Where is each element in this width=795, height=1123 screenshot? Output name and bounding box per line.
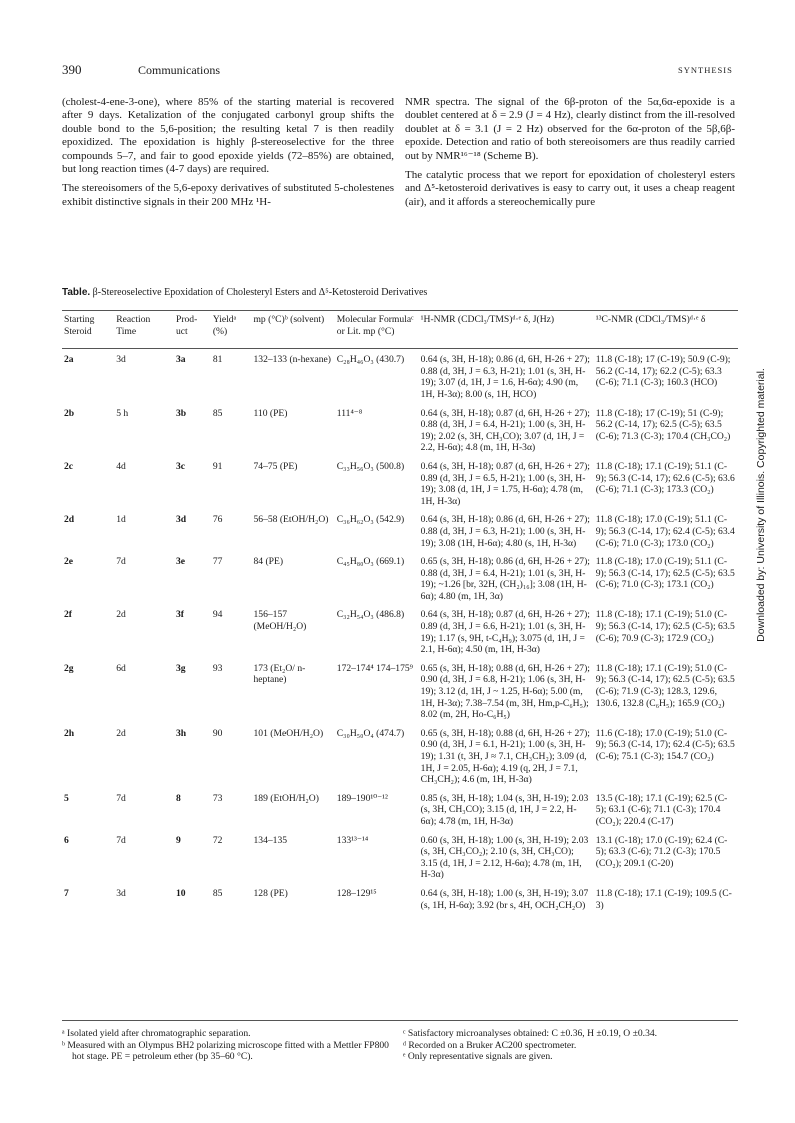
footnotes-left	[62, 1028, 392, 1063]
cell-mp: 173 (Et₂O/ n-heptane)	[253, 662, 306, 686]
cell-time: 3d	[116, 354, 126, 366]
cell-product: 3b	[175, 407, 187, 419]
cell-c-nmr: 13.1 (C-18); 17.0 (C-19); 62.4 (C-5); 63.3 (C-6); 71.2 (C-3); 170.5 (CO₂); 209.1 (C-20)	[595, 834, 728, 869]
cell-h-nmr: 0.64 (s, 3H, H-18); 0.86 (d, 6H, H-26 + 27); 0.88 (d, 3H, J = 6.3, H-21); 1.00 (s, 3H, H-19); 3.08 (1H, H-6α); 4.80 (s, 1H, H-3α)	[420, 514, 590, 549]
cell-product: 3f	[175, 609, 184, 621]
cell-c-nmr: 11.8 (C-18); 17.0 (C-19); 51.1 (C-9); 56.3 (C-14, 17); 62.5 (C-5); 63.5 (C-6); 71.0 (C-3); 173.1 (CO₂)	[595, 556, 735, 591]
cell-h-nmr: 0.64 (s, 3H, H-18); 0.86 (d, 6H, H-26 + 27); 0.88 (d, 3H, J = 6.3, H-21); 1.01 (s, 3H, H-19); 3.07 (d, 1H, J = 1.6, H-6α); 4.90 (m, 1H, H-3α); 8.00 (s, 1H, HCO)	[420, 354, 590, 400]
header-formula: Molecular Formulaᶜ or Lit. mp (°C)	[336, 314, 414, 337]
cell-time: 6d	[116, 662, 126, 674]
cell-h-nmr: 0.64 (s, 3H, H-18); 1.00 (s, 3H, H-19); 3.07 (s, 1H, H-6α); 3.92 (br s, 4H, OCH₂CH₂O)	[420, 887, 589, 911]
cell-start: 2h	[64, 727, 75, 739]
cell-h-nmr: 0.65 (s, 3H, H-18); 0.88 (d, 6H, H-26 + 27); 0.90 (d, 3H, J = 6.1, H-21); 1.00 (s, 3H, H-19); 1.31 (t, 3H, J ≈ 7.1, CH₃CH₂); 3.09 (d, 1H, J = 2.05, H-6α); 4.19 (q, 2H, J = 7.1, CH₃CH₂); 4.6 (m, 1H, H-3α)	[420, 727, 590, 786]
table-row	[62, 345, 738, 400]
cell-mp: 132–133 (n-hexane)	[253, 354, 331, 366]
cell-formula: C₃₂H₅₄O₃ (486.8)	[336, 609, 405, 621]
cell-h-nmr: 0.64 (s, 3H, H-18); 0.87 (d, 6H, H-26 + 27); 0.89 (d, 3H, J = 6.5, H-21); 1.00 (s, 3H, H-19); 3.08 (d, 1H, J = 1.75, H-6α); 4.78 (m, 1H, H-3α)	[420, 460, 590, 507]
footnote: ᵇ Measured with an Olympus BH2 polarizing microscope fitted with a Mettler FP800 hot stage. PE = petroleum ether (bp 35–60 °C).	[62, 1039, 389, 1063]
table-row	[62, 828, 738, 881]
paragraph: The stereoisomers of the 5,6-epoxy derivatives of substituted 5-cholestenes exhibit distinctive signals in their 200 MHz ¹H-	[62, 182, 394, 208]
cell-yield: 76	[212, 514, 223, 526]
cell-yield: 72	[212, 834, 223, 846]
cell-time: 7d	[116, 834, 126, 846]
cell-start: 2f	[64, 609, 72, 621]
cell-formula: C₂₈H₄₆O₃ (430.7)	[336, 354, 405, 366]
header-h-nmr: ¹H-NMR (CDCl₃/TMS)ᵈ·ᵉ δ, J(Hz)	[420, 314, 555, 325]
cell-h-nmr: 0.65 (s, 3H, H-18); 0.86 (d, 6H, H-26 + 27); 0.88 (d, 3H, J = 6.4, H-21); 1.01 (s, 3H, H-19); ~1.26 [br, 32H, (CH₂)₁₆]; 3.08 (1H, H-6α); 4.80 (m, 1H, 3α)	[420, 556, 590, 602]
footnotes-right	[403, 1028, 733, 1063]
cell-time: 3d	[116, 887, 126, 899]
header-mp: mp (°C)ᵇ (solvent)	[253, 314, 325, 325]
cell-formula: C₃₀H₅₀O₄ (474.7)	[336, 727, 405, 739]
cell-yield: 85	[212, 407, 223, 419]
cell-h-nmr: 0.60 (s, 3H, H-18); 1.00 (s, 3H, H-19); 2.03 (s, 3H, CH₃CO₂); 2.10 (s, 3H, CH₃CO); 3.15 (d, 1H, J = 2.12, H-6α); 4.78 (m, 1H, H-3α)	[420, 834, 589, 881]
cell-product: 3e	[175, 556, 186, 568]
cell-c-nmr: 11.6 (C-18); 17.0 (C-19); 51.0 (C-9); 56.3 (C-14, 17); 62.4 (C-5); 63.5 (C-6); 75.1 (C-3); 154.7 (CO₂)	[595, 727, 735, 762]
table-row	[62, 656, 738, 721]
footnote: ᵈ Recorded on a Bruker AC200 spectrometer.	[403, 1039, 577, 1051]
cell-formula: 189–190¹⁰⁻¹²	[336, 792, 388, 804]
section-title: Communications	[138, 63, 220, 77]
cell-mp: 56–58 (EtOH/H₂O)	[253, 514, 329, 526]
cell-yield: 91	[212, 460, 223, 472]
cell-start: 7	[64, 887, 69, 899]
cell-c-nmr: 11.8 (C-18); 17 (C-19); 51 (C-9); 56.2 (C-14, 17); 62.5 (C-5); 63.5 (C-6); 71.3 (C-3); 170.4 (CH₃CO₂)	[595, 407, 731, 442]
cell-h-nmr: 0.64 (s, 3H, H-18); 0.87 (d, 6H, H-26 + 27); 0.88 (d, 3H, J = 6.4, H-21); 1.00 (s, 3H, H-19); 2.02 (s, 3H, CH₃CO); 3.07 (d, 1H, J = 2.2, H-6α); 4.8 (m, 1H, H-3α)	[420, 407, 590, 454]
results-table	[62, 314, 738, 911]
table-row	[62, 602, 738, 655]
cell-mp: 189 (EtOH/H₂O)	[253, 792, 319, 804]
cell-start: 2g	[64, 662, 74, 674]
cell-yield: 85	[212, 887, 223, 899]
cell-h-nmr: 0.64 (s, 3H, H-18); 0.87 (d, 6H, H-26 + 27); 0.89 (d, 3H, J = 6.6, H-21); 1.01 (s, 3H, H-19); 1.17 (s, 9H, t-C₄H₉); 3.075 (d, 1H, J = 2.1, H-6α); 4.50 (m, 1H, H-3α)	[420, 609, 590, 656]
cell-product: 9	[175, 834, 181, 846]
paragraph: The catalytic process that we report for epoxidation of cholesteryl esters and Δ⁵-ketosteroid derivatives is easy to carry out, it uses a cheap reagent (air), and it affords a stereochemically pure	[405, 169, 735, 208]
cell-c-nmr: 11.8 (C-18); 17.1 (C-19); 51.1 (C-9); 56.3 (C-14, 17); 62.6 (C-5); 63.6 (C-6); 71.1 (C-3); 173.3 (CO₂)	[595, 460, 735, 496]
cell-formula: 133¹³⁻¹⁴	[336, 834, 369, 846]
footnote: ᶜ Satisfactory microanalyses obtained: C ±0.36, H ±0.19, O ±0.34.	[403, 1028, 658, 1039]
header-yield: Yieldᵃ (%)	[212, 314, 237, 337]
table-top-rule	[62, 310, 738, 311]
table-row	[62, 549, 738, 602]
cell-time: 5 h	[116, 407, 129, 419]
download-notice: Downloaded by: University of Illinois. Copyrighted material.	[755, 368, 767, 642]
cell-yield: 77	[212, 556, 223, 568]
table-row	[62, 454, 738, 507]
cell-yield: 90	[212, 727, 223, 739]
cell-product: 3c	[175, 460, 186, 472]
cell-c-nmr: 11.8 (C-18); 17.1 (C-19); 109.5 (C-3)	[595, 887, 732, 911]
header-starting-steroid: Starting Steroid	[64, 314, 95, 337]
cell-yield: 73	[212, 792, 223, 804]
table-caption-label: Table.	[62, 287, 91, 298]
cell-start: 2e	[64, 556, 74, 568]
header-product: Prod-uct	[175, 314, 198, 337]
cell-formula: C₃₃H₅₆O₃ (500.8)	[336, 460, 405, 472]
cell-product: 3a	[175, 354, 186, 366]
cell-product: 3g	[175, 662, 186, 674]
table-row	[62, 881, 738, 911]
cell-yield: 81	[212, 354, 223, 366]
cell-formula: C₃₆H₆₂O₃ (542.9)	[336, 514, 405, 526]
cell-product: 8	[175, 792, 181, 804]
table-bottom-rule	[62, 1020, 738, 1021]
cell-time: 4d	[116, 460, 126, 472]
cell-yield: 94	[212, 609, 223, 621]
header-reaction-time: Reaction Time	[116, 314, 151, 337]
cell-h-nmr: 0.65 (s, 3H, H-18); 0.88 (d, 6H, H-26 + 27); 0.90 (d, 3H, J = 6.8, H-21); 1.06 (s, 3H, H-19); 3.12 (d, 1H, J ~ 1.25, H-6α); 5.00 (m, 1H, H-3α); 7.38–7.54 (m, 3H, Hm,p-C₆H₅); 8.02 (m, 2H, Ho-C₆H₅)	[420, 662, 590, 721]
cell-c-nmr: 13.5 (C-18); 17.1 (C-19); 62.5 (C-5); 63.1 (C-6); 71.1 (C-3); 170.4 (CO₂); 220.4 (C-17)	[595, 792, 728, 827]
cell-time: 7d	[116, 792, 126, 804]
table-row	[62, 786, 738, 828]
footnote: ᵉ Only representative signals are given.	[403, 1051, 553, 1063]
cell-formula: 172–174⁴ 174–175⁹	[336, 662, 414, 674]
cell-c-nmr: 11.8 (C-18); 17 (C-19); 50.9 (C-9); 56.2 (C-14, 17); 62.2 (C-5); 63.3 (C-6); 71.1 (C-3); 160.3 (HCO)	[595, 354, 731, 389]
body-column-right	[405, 96, 735, 215]
cell-h-nmr: 0.85 (s, 3H, H-18); 1.04 (s, 3H, H-19); 2.03 (s, 3H, CH₃CO); 3.15 (d, 1H, J = 2.2, H-6α); 4.78 (m, 1H, H-3α)	[420, 792, 589, 827]
cell-c-nmr: 11.8 (C-18); 17.0 (C-19); 51.1 (C-9); 56.3 (C-14, 17); 62.4 (C-5); 63.4 (C-6); 71.0 (C-3); 173.0 (CO₂)	[595, 514, 735, 549]
table-row	[62, 507, 738, 549]
cell-start: 6	[64, 834, 69, 846]
cell-yield: 93	[212, 662, 223, 674]
cell-mp: 101 (MeOH/H₂O)	[253, 727, 324, 739]
cell-mp: 110 (PE)	[253, 407, 288, 419]
cell-formula: 111⁴⁻⁸	[336, 407, 363, 419]
cell-formula: 128–129¹⁵	[336, 887, 377, 899]
cell-start: 2d	[64, 514, 75, 526]
cell-mp: 84 (PE)	[253, 556, 284, 568]
cell-mp: 128 (PE)	[253, 887, 288, 899]
cell-product: 10	[175, 887, 186, 899]
table-caption	[62, 287, 427, 298]
table-header-row	[62, 314, 738, 345]
cell-time: 7d	[116, 556, 126, 568]
header-c-nmr: ¹³C-NMR (CDCl₃/TMS)ᵈ·ᵉ δ	[595, 314, 706, 325]
cell-product: 3d	[175, 514, 187, 526]
body-column-left	[62, 96, 394, 215]
cell-time: 2d	[116, 727, 126, 739]
table-caption-text: β-Stereoselective Epoxidation of Cholesteryl Esters and Δ⁵-Ketosteroid Derivatives	[92, 287, 428, 298]
cell-product: 3h	[175, 727, 187, 739]
journal-name: SYNTHESIS	[678, 65, 733, 75]
cell-start: 2c	[64, 460, 74, 472]
cell-time: 1d	[116, 514, 126, 526]
table-row	[62, 401, 738, 454]
cell-c-nmr: 11.8 (C-18); 17.1 (C-19); 51.0 (C-9); 56.3 (C-14, 17); 62.5 (C-5); 63.5 (C-6); 70.9 (C-3); 172.9 (CO₂)	[595, 609, 735, 644]
footnote: ᵃ Isolated yield after chromatographic separation.	[62, 1028, 251, 1039]
table-row	[62, 721, 738, 786]
paragraph: (cholest-4-ene-3-one), where 85% of the starting material is recovered after 9 days. Ketalization of the conjugated carbonyl group shifts the double bond to the 5,6-position; the resulting ketal 7 is then readily epoxidized. The epoxidation is highly β-stereoselective for the three compounds 5–7, and fair to good epoxide yields (72–85%) are obtained, but long reaction times (4-7 days) are required.	[62, 96, 394, 176]
cell-mp: 74–75 (PE)	[253, 460, 298, 472]
cell-start: 2a	[64, 354, 74, 366]
cell-formula: C₄₅H₈₀O₃ (669.1)	[336, 556, 405, 568]
cell-mp: 134–135	[253, 834, 288, 846]
paragraph: NMR spectra. The signal of the 6β-proton of the 5α,6α-epoxide is a doublet centered at δ = 2.9 (J = 4 Hz), clearly distinct from the ill-resolved doublet at δ = 3.1 (J = 2 Hz) observed for the 6α-proton of the 5β,6β-epoxide. Detection and ratio of both stereoisomers are thus readily carried out by NMR¹⁶⁻¹⁸ (Scheme B).	[405, 96, 735, 162]
cell-start: 2b	[64, 407, 75, 419]
cell-mp: 156–157 (MeOH/H₂O)	[253, 609, 307, 633]
cell-c-nmr: 11.8 (C-18); 17.1 (C-19); 51.0 (C-9); 56.3 (C-14, 17); 62.5 (C-5); 63.5 (C-6); 71.9 (C-3); 128.3, 129.6, 130.6, 132.8 (C₆H₅); 165.9 (CO₂)	[595, 662, 735, 709]
cell-time: 2d	[116, 609, 126, 621]
cell-start: 5	[64, 792, 69, 804]
page-number: 390	[62, 62, 82, 77]
